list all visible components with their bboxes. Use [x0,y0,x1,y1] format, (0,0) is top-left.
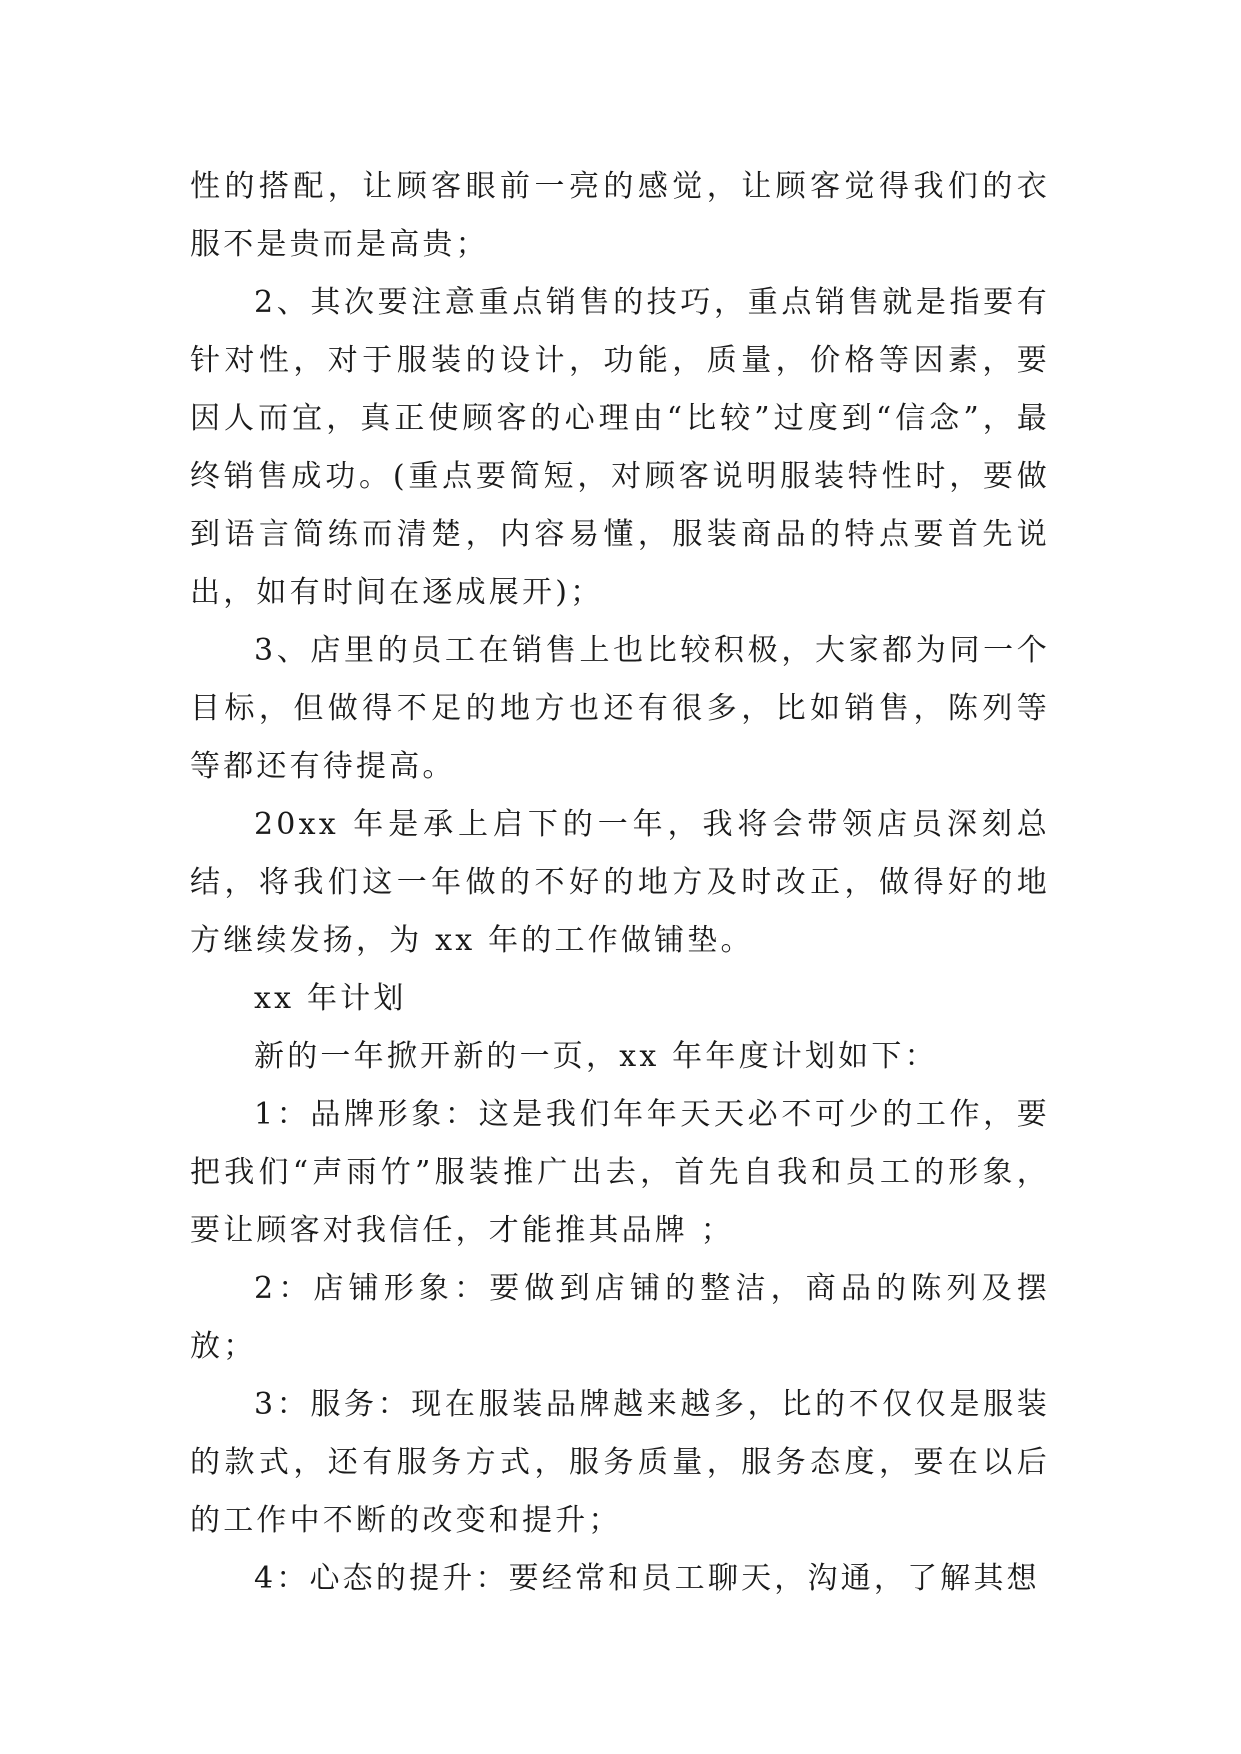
paragraph-staff: 3、店里的员工在销售上也比较积极，大家都为同一个目标，但做得不足的地方也还有很多，比如销售，陈列等等都还有待提高。 [190,633,1050,784]
section-heading-plan: xx 年计划 [254,981,407,1016]
paragraph-year-summary: 20xx 年是承上启下的一年，我将会带领店员深刻总结，将我们这一年做的不好的地方及时改正，做得好的地方继续发扬，为 xx 年的工作做铺垫。 [190,807,1050,958]
paragraph-sales-skills: 2、其次要注意重点销售的技巧，重点销售就是指要有针对性，对于服装的设计，功能，质量，价格等因素，要因人而宜，真正使顾客的心理由“比较”过度到“信念”，最终销售成功。(重点要简短，对顾客说明服装特性时，要做到语言简练而清楚，内容易懂，服装商品的特点要首先说出，如有时间在逐成展开)； [190,285,1050,610]
plan-item-store-image: 2：店铺形象：要做到店铺的整洁，商品的陈列及摆放； [190,1271,1050,1364]
document-page [190,158,1050,1608]
plan-item-brand-image: 1：品牌形象：这是我们年年天天必不可少的工作，要把我们“声雨竹”服装推广出去，首先自我和员工的形象，要让顾客对我信任，才能推其品牌 ； [190,1097,1050,1248]
paragraph-plan-intro: 新的一年掀开新的一页，xx 年年度计划如下： [254,1039,938,1074]
plan-item-service: 3：服务：现在服装品牌越来越多，比的不仅仅是服装的款式，还有服务方式，服务质量，服务态度，要在以后的工作中不断的改变和提升； [190,1387,1050,1538]
plan-item-mindset: 4：心态的提升：要经常和员工聊天，沟通，了解其想 [254,1561,1040,1596]
paragraph-continuation: 性的搭配，让顾客眼前一亮的感觉，让顾客觉得我们的衣服不是贵而是高贵； [190,169,1050,262]
